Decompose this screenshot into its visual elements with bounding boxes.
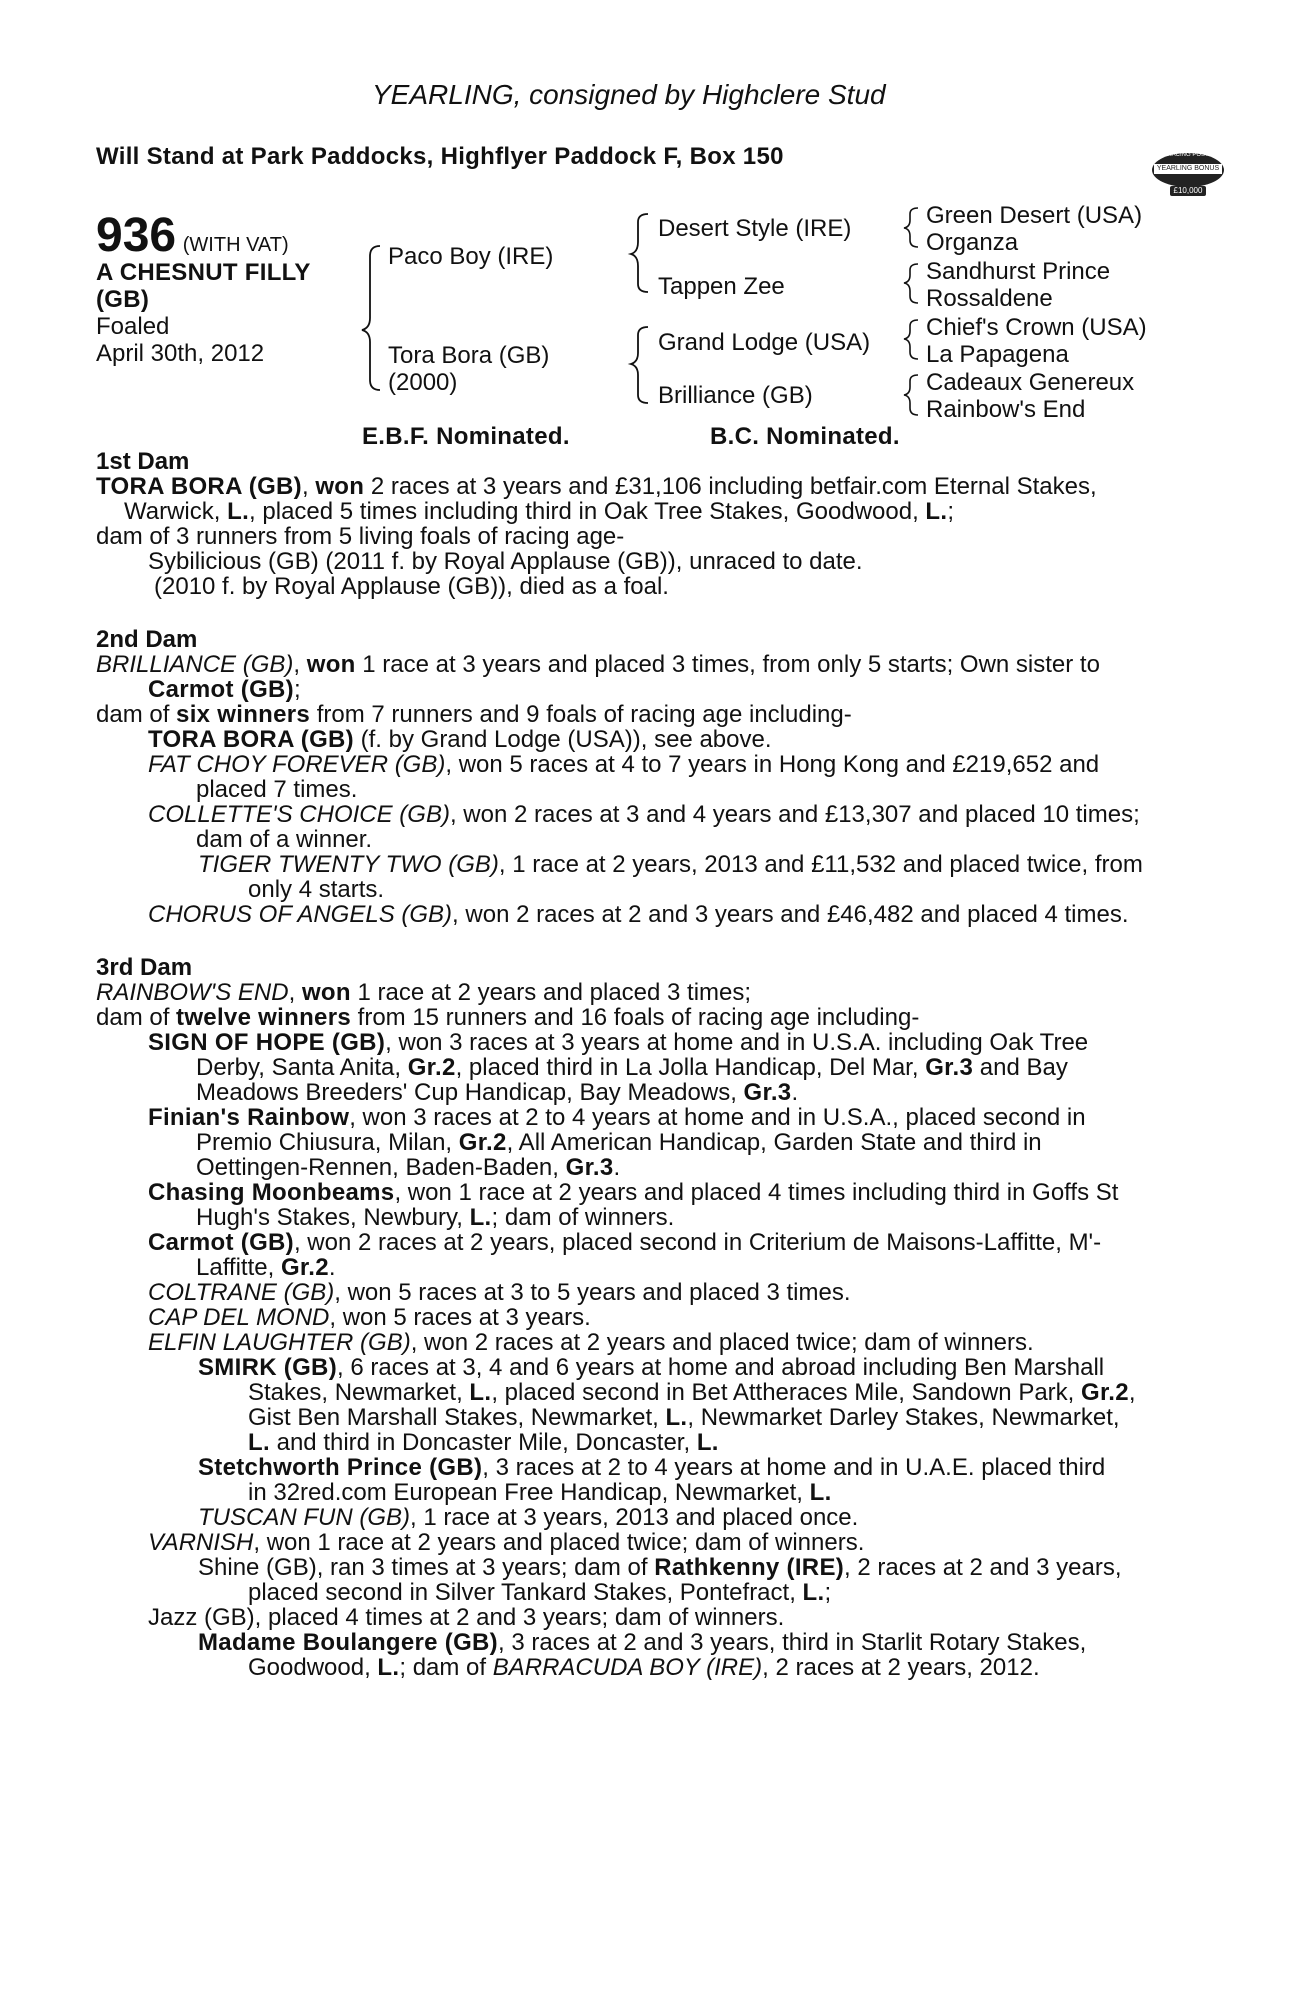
page-title: YEARLING, consigned by Highclere Stud [372, 79, 886, 110]
bc-nominated: B.C. Nominated. [710, 423, 900, 450]
text: Gist Ben Marshall Stakes, Newmarket, [248, 1404, 666, 1431]
third-dam-heading: 3rd Dam [96, 954, 193, 981]
horse-name: TIGER TWENTY TWO (GB) [198, 851, 499, 878]
grade-mark: Gr.3 [743, 1079, 792, 1106]
first-dam-line-5: (2010 f. by Royal Applause (GB)), died as a foal. [154, 573, 669, 600]
third-dam-line-28 [248, 1655, 1040, 1680]
third-dam-line-12 [196, 1255, 336, 1280]
pedigree-dsd: La Papagena [926, 341, 1069, 368]
third-dam-line-11 [148, 1230, 1101, 1255]
first-dam-line-2 [124, 499, 954, 524]
first-dam-line-1 [96, 474, 1097, 499]
text: ; dam of [399, 1654, 493, 1681]
listed-mark: L. [696, 1429, 719, 1456]
badge-amount-text: £10,000 [1173, 186, 1203, 195]
second-dam-line-2 [148, 677, 301, 702]
listed-mark: L. [227, 498, 250, 525]
horse-name: FAT CHOY FOREVER (GB) [148, 751, 446, 778]
pedigree-dam-dam: Brilliance (GB) [658, 382, 813, 409]
won-word: won [315, 473, 365, 500]
dam-name: BRILLIANCE (GB) [96, 651, 294, 678]
listed-mark: L. [802, 1579, 825, 1606]
badge-mid-text: YEARLING BONUS [1156, 165, 1220, 172]
second-dam-line-7 [148, 802, 1140, 827]
text: , 3 races at 2 and 3 years, third in Starlit Rotary Stakes, [497, 1629, 1087, 1656]
third-dam-line-25 [248, 1580, 831, 1605]
third-dam-line-2 [96, 1005, 919, 1030]
listed-mark: L. [377, 1654, 400, 1681]
listed-mark: L. [925, 498, 948, 525]
third-dam-line-22 [198, 1505, 858, 1530]
text: in 32red.com European Free Handicap, Newmarket, [248, 1479, 810, 1506]
second-dam-line-4 [148, 727, 772, 752]
winners-count: twelve winners [176, 1004, 351, 1031]
second-dam-line-1 [96, 652, 1100, 677]
pedigree-dam: Tora Bora (GB) [388, 342, 550, 369]
lot-number: 936 [96, 209, 177, 262]
text: (f. by Grand Lodge (USA)), see above. [353, 726, 772, 753]
text: Derby, Santa Anita, [196, 1054, 408, 1081]
text: 2 races at 3 years and £31,106 including betfair.com Eternal Stakes, [364, 473, 1097, 500]
text: , won 5 races at 3 to 5 years and placed 3 times. [334, 1279, 851, 1306]
text: . [791, 1079, 799, 1106]
text: , won 2 races at 2 years, placed second in Criterium de Maisons-Laffitte, M'- [293, 1229, 1102, 1256]
text: , won 1 race at 2 years and placed twice; dam of winners. [253, 1529, 865, 1556]
text: , won 1 race at 2 years and placed 4 times including third in Goffs St [394, 1179, 1119, 1206]
text: , 1 race at 3 years, 2013 and placed once. [410, 1504, 859, 1531]
horse-name: Carmot (GB) [148, 676, 294, 703]
text: Shine (GB), ran 3 times at 3 years; dam of [198, 1554, 655, 1581]
won-word: won [306, 651, 356, 678]
dam-name: TORA BORA (GB) [96, 473, 302, 500]
second-dam-line-3 [96, 702, 852, 727]
lot-description-country: (GB) [96, 286, 150, 313]
winners-count: six winners [176, 701, 311, 728]
foaled-label: Foaled [96, 313, 170, 340]
third-dam-line-18 [248, 1405, 1120, 1430]
text: , All American Handicap, Garden State and third in [506, 1129, 1042, 1156]
grade-mark: Gr.3 [565, 1154, 614, 1181]
pedigree-sire-sire: Desert Style (IRE) [658, 215, 852, 242]
first-dam-line-4: Sybilicious (GB) (2011 f. by Royal Applause (GB)), unraced to date. [148, 548, 863, 575]
third-dam-line-6 [148, 1105, 1086, 1130]
text: , [293, 651, 307, 678]
grade-mark: Gr.3 [925, 1054, 974, 1081]
text: Oettingen-Rennen, Baden-Baden, [196, 1154, 566, 1181]
text: , 2 races at 2 years, 2012. [762, 1654, 1040, 1681]
horse-name: COLTRANE (GB) [148, 1279, 335, 1306]
horse-name: TUSCAN FUN (GB) [198, 1504, 410, 1531]
lot-description: A CHESNUT FILLY [96, 259, 311, 286]
horse-name: Finian's Rainbow [148, 1104, 350, 1131]
text: , Newmarket Darley Stakes, Newmarket, [687, 1404, 1120, 1431]
third-dam-line-8 [196, 1155, 620, 1180]
text: , won 2 races at 2 and 3 years and £46,482 and placed 4 times. [452, 901, 1129, 928]
third-dam-line-23 [148, 1530, 864, 1555]
horse-name: Rathkenny (IRE) [654, 1554, 845, 1581]
horse-name: ELFIN LAUGHTER (GB) [148, 1329, 411, 1356]
first-dam-heading: 1st Dam [96, 448, 190, 475]
pedigree-sss: Green Desert (USA) [926, 202, 1143, 229]
listed-mark: L. [248, 1429, 270, 1456]
third-dam-line-13 [148, 1280, 851, 1305]
grade-mark: Gr.2 [1081, 1379, 1129, 1406]
pedigree-dam-year: (2000) [388, 369, 458, 396]
horse-name: Stetchworth Prince (GB) [198, 1454, 483, 1481]
pedigree-ddd: Rainbow's End [926, 396, 1086, 423]
third-dam-line-10 [196, 1205, 674, 1230]
text: Hugh's Stakes, Newbury, [196, 1204, 470, 1231]
text: , placed second in Bet Attheraces Mile, Sandown Park, [491, 1379, 1082, 1406]
horse-name: BARRACUDA BOY (IRE) [492, 1654, 763, 1681]
pedigree-ssd: Organza [926, 229, 1019, 256]
text: 1 race at 2 years and placed 3 times; [350, 979, 752, 1006]
horse-name: Madame Boulangere (GB) [198, 1629, 498, 1656]
third-dam-line-4 [196, 1055, 1068, 1080]
text: Stakes, Newmarket, [248, 1379, 470, 1406]
horse-name: SIGN OF HOPE (GB) [148, 1029, 386, 1056]
third-dam-line-21 [248, 1480, 832, 1505]
text: and third in Doncaster Mile, Doncaster, [269, 1429, 697, 1456]
text: and Bay [973, 1054, 1068, 1081]
text: , 3 races at 2 to 4 years at home and in U.A.E. placed third [482, 1454, 1106, 1481]
grade-mark: Gr.2 [280, 1254, 329, 1281]
text: , [1128, 1379, 1136, 1406]
horse-name: CHORUS OF ANGELS (GB) [148, 901, 453, 928]
third-dam-line-19 [248, 1430, 719, 1455]
pedigree-sdd: Rossaldene [926, 285, 1053, 312]
horse-name: Chasing Moonbeams [148, 1179, 395, 1206]
third-dam-line-5 [196, 1080, 798, 1105]
pedigree-dam-sire: Grand Lodge (USA) [658, 329, 871, 356]
third-dam-line-7 [196, 1130, 1042, 1155]
horse-name: Carmot (GB) [148, 1229, 294, 1256]
third-dam-line-1 [96, 980, 751, 1005]
text: Warwick, [124, 498, 228, 525]
text: , 2 races at 2 and 3 years, [844, 1554, 1122, 1581]
text: ; [947, 498, 955, 525]
listed-mark: L. [665, 1404, 688, 1431]
text: , won 2 races at 3 and 4 years and £13,307 and placed 10 times; [449, 801, 1140, 828]
horse-name: SMIRK (GB) [198, 1354, 337, 1381]
foaled-date: April 30th, 2012 [96, 340, 265, 367]
third-dam-line-26: Jazz (GB), placed 4 times at 2 and 3 years; dam of winners. [148, 1604, 785, 1631]
text: , [301, 473, 316, 500]
horse-name: COLLETTE'S CHOICE (GB) [148, 801, 450, 828]
pedigree-dss: Chief's Crown (USA) [926, 314, 1147, 341]
listed-mark: L. [469, 1204, 492, 1231]
text: , won 3 races at 3 years at home and in U.S.A. including Oak Tree [385, 1029, 1089, 1056]
text: , placed third in La Jolla Handicap, Del Mar, [455, 1054, 926, 1081]
text: , won 5 races at 4 to 7 years in Hong Kong and £219,652 and [445, 751, 1100, 778]
second-dam-heading: 2nd Dam [96, 626, 198, 653]
horse-name: TORA BORA (GB) [148, 726, 354, 753]
second-dam-line-5 [148, 752, 1099, 777]
text: , 1 race at 2 years, 2013 and £11,532 and placed twice, from [498, 851, 1143, 878]
pedigree-sire-dam: Tappen Zee [658, 273, 785, 300]
horse-name: CAP DEL MOND [148, 1304, 330, 1331]
pedigree-sds: Sandhurst Prince [926, 258, 1111, 285]
text: dam of [96, 1004, 177, 1031]
text: , [288, 979, 302, 1006]
third-dam-line-14 [148, 1305, 591, 1330]
text: Meadows Breeders' Cup Handicap, Bay Meadows, [196, 1079, 744, 1106]
text: , won 3 races at 2 to 4 years at home and in U.S.A., placed second in [349, 1104, 1086, 1131]
grade-mark: Gr.2 [407, 1054, 456, 1081]
text: ; dam of winners. [491, 1204, 675, 1231]
first-dam-line-3: dam of 3 runners from 5 living foals of racing age- [96, 523, 625, 550]
text: Goodwood, [248, 1654, 378, 1681]
dam-name: RAINBOW'S END [96, 979, 289, 1006]
vat-note: (WITH VAT) [182, 234, 289, 256]
third-dam-line-9 [148, 1180, 1118, 1205]
pedigree-dds: Cadeaux Genereux [926, 369, 1135, 396]
pedigree-sire: Paco Boy (IRE) [388, 243, 554, 270]
text: , won 2 races at 2 years and placed twice; dam of winners. [410, 1329, 1034, 1356]
second-dam-line-6: placed 7 times. [196, 776, 358, 803]
third-dam-line-20 [198, 1455, 1105, 1480]
horse-name: VARNISH [148, 1529, 254, 1556]
text: ; [293, 676, 301, 703]
text: 1 race at 3 years and placed 3 times, from only 5 starts; Own sister to [355, 651, 1100, 678]
text: . [328, 1254, 336, 1281]
text: , won 5 races at 3 years. [329, 1304, 591, 1331]
text: from 7 runners and 9 foals of racing age including- [310, 701, 852, 728]
text: , 6 races at 3, 4 and 6 years at home and abroad including Ben Marshall [336, 1354, 1105, 1381]
third-dam-line-17 [248, 1380, 1136, 1405]
third-dam-line-3 [148, 1030, 1088, 1055]
listed-mark: L. [809, 1479, 832, 1506]
text: placed second in Silver Tankard Stakes, Pontefract, [248, 1579, 803, 1606]
second-dam-line-8: dam of a winner. [196, 826, 373, 853]
text: ; [824, 1579, 832, 1606]
badge-top-text: RACING POST [1167, 152, 1209, 158]
third-dam-line-27 [198, 1630, 1086, 1655]
text: . [613, 1154, 621, 1181]
third-dam-line-24 [198, 1555, 1122, 1580]
text: Laffitte, [196, 1254, 281, 1281]
grade-mark: Gr.2 [458, 1129, 507, 1156]
third-dam-line-15 [148, 1330, 1034, 1355]
listed-mark: L. [469, 1379, 492, 1406]
second-dam-line-9 [198, 852, 1143, 877]
ebf-nominated: E.B.F. Nominated. [362, 423, 570, 450]
third-dam-line-16 [198, 1355, 1104, 1380]
text: , placed 5 times including third in Oak Tree Stakes, Goodwood, [249, 498, 926, 525]
stand-location: Will Stand at Park Paddocks, Highflyer Paddock F, Box 150 [96, 143, 784, 170]
second-dam-line-10: only 4 starts. [248, 876, 385, 903]
text: Premio Chiusura, Milan, [196, 1129, 459, 1156]
text: from 15 runners and 16 foals of racing age including- [350, 1004, 920, 1031]
second-dam-line-11 [148, 902, 1129, 927]
text: dam of [96, 701, 177, 728]
won-word: won [301, 979, 351, 1006]
